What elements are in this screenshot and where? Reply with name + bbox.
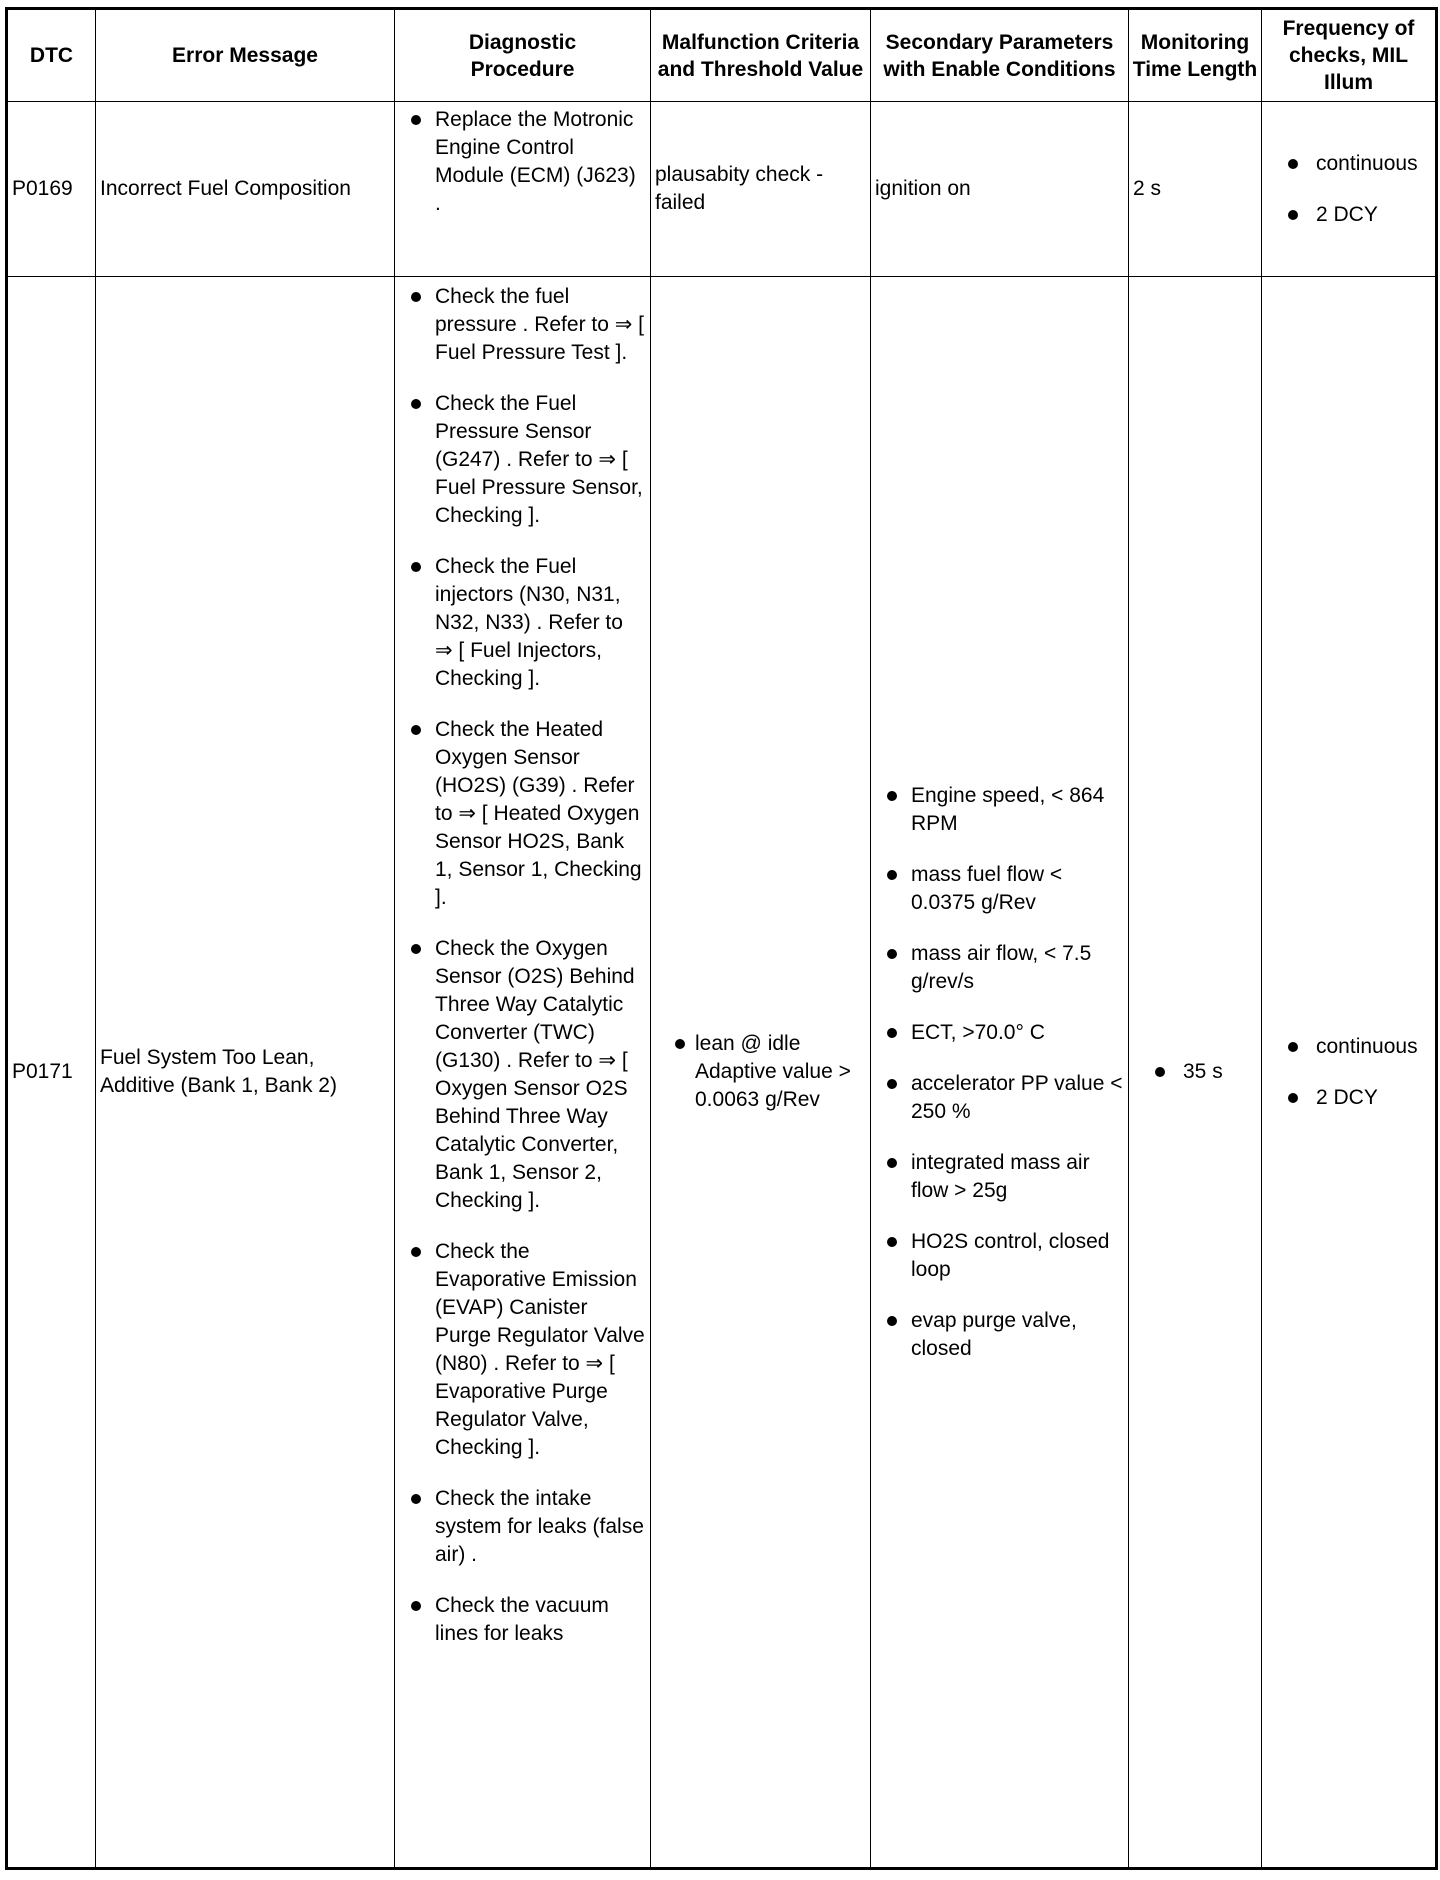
monitoring-time [1129,277,1262,1869]
frequency-item: continuous [1266,1033,1431,1061]
frequency-item: 2 DCY [1266,1084,1431,1112]
procedure-step: Replace the Motronic Engine Control Module (ECM) (J623) . [399,106,646,218]
header-secondary-parameters: Secondary Parameters with Enable Conditions [871,9,1129,102]
secondary-item: Engine speed, < 864 RPM [875,782,1124,838]
secondary-item: integrated mass air flow > 25g [875,1149,1124,1205]
header-frequency: Frequency of checks, MIL Illum [1262,9,1437,102]
error-message: Incorrect Fuel Composition [96,102,395,277]
monitoring-item: 35 s [1133,1058,1257,1086]
dtc-table [5,7,1438,1870]
table-header-row [7,9,1437,102]
secondary-parameters: ignition on [871,102,1129,277]
procedure-step: Check the Oxygen Sensor (O2S) Behind Three Way Catalytic Converter (TWC) (G130) . Refer to ⇒ [ Oxygen Sensor O2S Behind Three Way Catalytic Converter, Bank 1, Sensor 2, Checking ]. [399,935,646,1215]
procedure-step: Check the fuel pressure . Refer to ⇒ [ Fuel Pressure Test ]. [399,283,646,367]
frequency-item: 2 DCY [1266,201,1431,229]
procedure-step: Check the Evaporative Emission (EVAP) Canister Purge Regulator Valve (N80) . Refer to ⇒ [ Evaporative Purge Regulator Valve, Checking ]. [399,1238,646,1462]
header-dtc: DTC [7,9,96,102]
monitoring-time: 2 s [1129,102,1262,277]
secondary-item: evap purge valve, closed [875,1307,1124,1363]
procedure-step: Check the Fuel Pressure Sensor (G247) . Refer to ⇒ [ Fuel Pressure Sensor, Checking ]. [399,390,646,530]
secondary-item: accelerator PP value < 250 % [875,1070,1124,1126]
secondary-item: mass air flow, < 7.5 g/rev/s [875,940,1124,996]
malfunction-criteria [651,277,871,1869]
diagnostic-procedure [395,277,651,1869]
secondary-item: mass fuel flow < 0.0375 g/Rev [875,861,1124,917]
header-malfunction-criteria: Malfunction Criteria and Threshold Value [651,9,871,102]
header-monitoring-time: Monitoring Time Length [1129,9,1262,102]
table-row [7,102,1437,277]
header-diagnostic-procedure: Diagnostic Procedure [395,9,651,102]
malfunction-criteria: plausabity check - failed [651,102,871,277]
procedure-step: Check the Heated Oxygen Sensor (HO2S) (G39) . Refer to ⇒ [ Heated Oxygen Sensor HO2S, Bank 1, Sensor 1, Checking ]. [399,716,646,912]
procedure-step: Check the Fuel injectors (N30, N31, N32, N33) . Refer to ⇒ [ Fuel Injectors, Checking ]. [399,553,646,693]
frequency-item: continuous [1266,150,1431,178]
table-row [7,277,1437,1869]
secondary-parameters [871,277,1129,1869]
procedure-step: Check the vacuum lines for leaks [399,1592,646,1648]
secondary-item: HO2S control, closed loop [875,1228,1124,1284]
criteria-item: lean @ idle Adaptive value > 0.0063 g/Rev [655,1030,866,1114]
error-message: Fuel System Too Lean, Additive (Bank 1, Bank 2) [96,277,395,1869]
header-error-message: Error Message [96,9,395,102]
dtc-code: P0169 [7,102,96,277]
procedure-step: Check the intake system for leaks (false air) . [399,1485,646,1569]
frequency [1262,277,1437,1869]
dtc-code: P0171 [7,277,96,1869]
diagnostic-procedure [395,102,651,277]
secondary-item: ECT, >70.0° C [875,1019,1124,1047]
frequency [1262,102,1437,277]
